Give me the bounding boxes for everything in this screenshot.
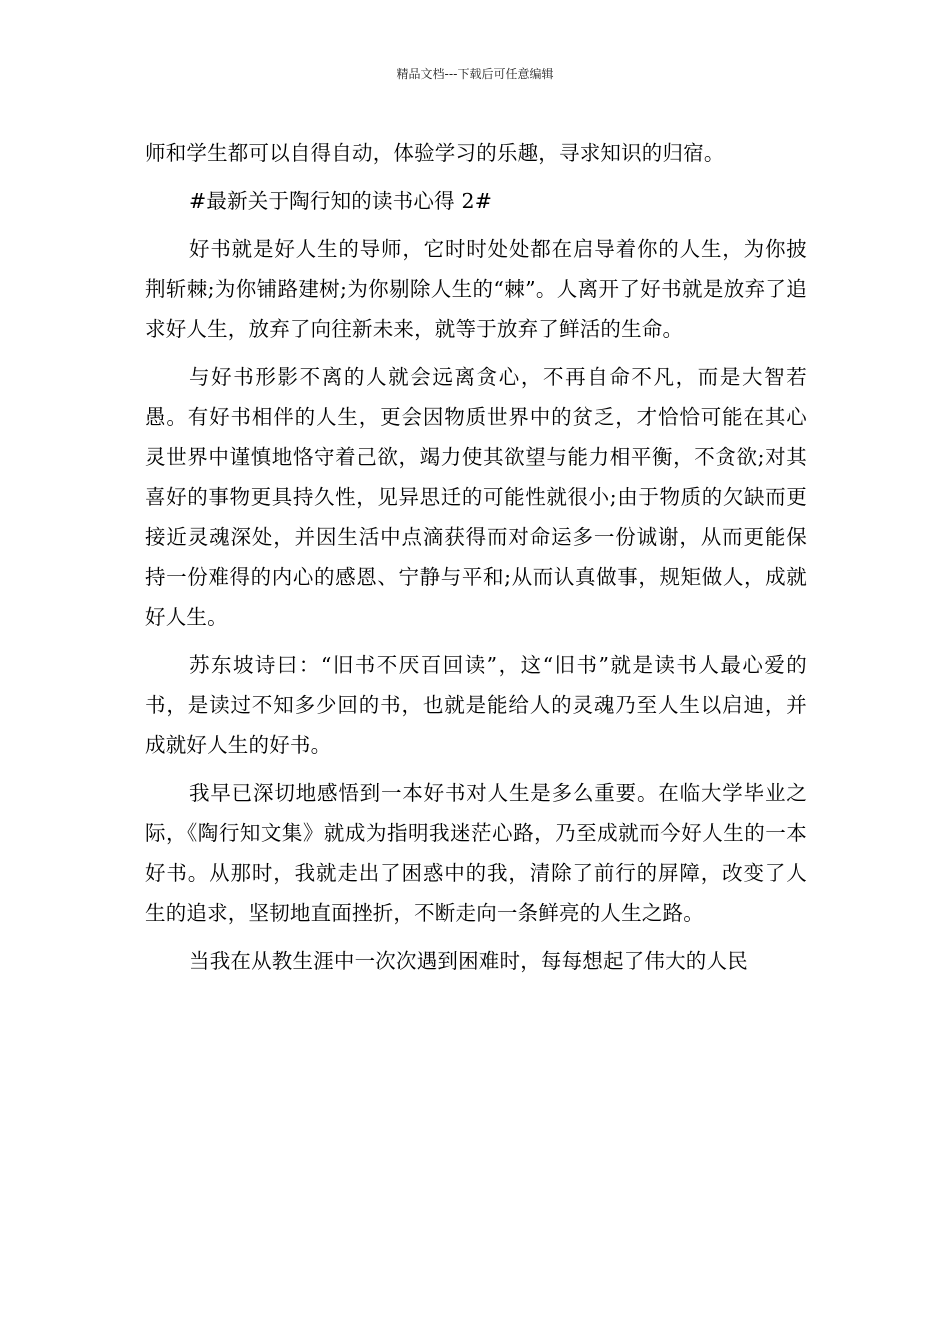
page-header: 精品文档---下载后可任意编辑 [396, 67, 554, 81]
paragraph-3: 与好书形影不离的人就会远离贪心，不再自命不凡，而是大智若愚。有好书相伴的人生，更会因物质世界中的贫乏，才恰恰可能在其心灵世界中谨慎地恪守着己欲，竭力使其欲望与能力相平衡，不贪欲;对其喜好的事物更具持久性，见异思迁的可能性就很小;由于物质的欠缺而更接近灵魂深处，并因生活中点滴获得而对命运多一份诚谢，从而更能保持一份难得的内心的感恩、宁静与平和;从而认真做事，规矩做人，成就好人生。 [145, 365, 807, 629]
paragraph-6: 当我在从教生涯中一次次遇到困难时，每每想起了伟大的人民 [189, 949, 748, 973]
paragraph-1: 师和学生都可以自得自动，体验学习的乐趣，寻求知识的归宿。 [145, 141, 725, 165]
document-body [145, 133, 807, 981]
paragraph-2: 好书就是好人生的导师，它时时处处都在启导着你的人生，为你披荆斩棘;为你铺路建树;为你剔除人生的“棘”。人离开了好书就是放弃了追求好人生，放弃了向往新未来，就等于放弃了鲜活的生命。 [145, 237, 807, 341]
paragraph-5: 我早已深切地感悟到一本好书对人生是多么重要。在临大学毕业之际，《陶行知文集》就成为指明我迷茫心路，乃至成就而今好人生的一本好书。从那时，我就走出了困惑中的我，清除了前行的屏障，改变了人生的追求，坚韧地直面挫折，不断走向一条鲜亮的人生之路。 [145, 781, 807, 925]
paragraph-4: 苏东坡诗曰：“旧书不厌百回读”，这“旧书”就是读书人最心爱的书，是读过不知多少回的书，也就是能给人的灵魂乃至人生以启迪，并成就好人生的好书。 [145, 653, 807, 757]
section-heading: #最新关于陶行知的读书心得 2# [189, 189, 493, 213]
